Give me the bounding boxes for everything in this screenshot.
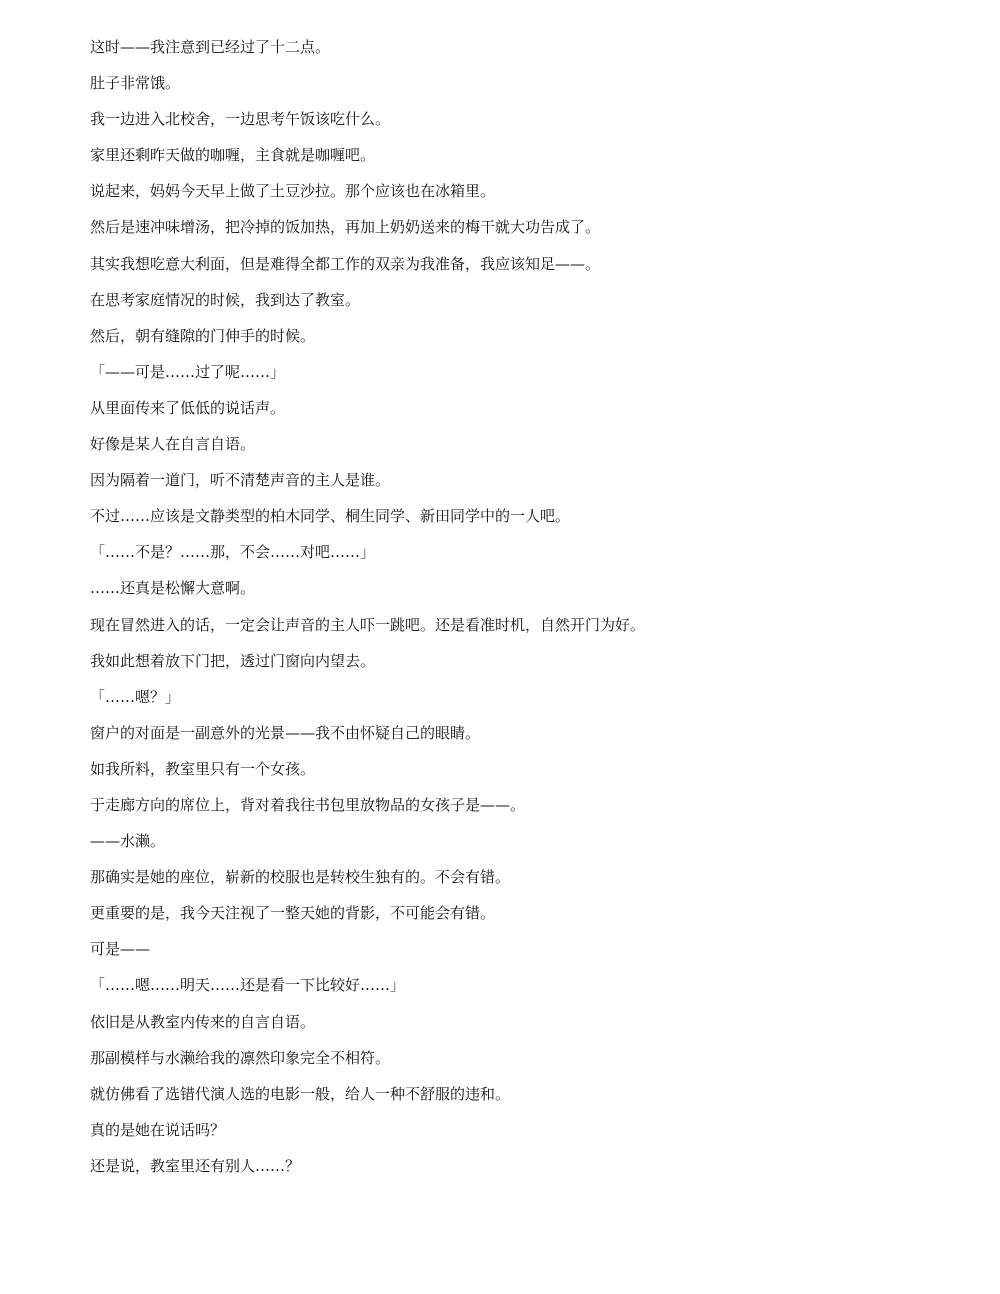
paragraph: 我一边进入北校舍，一边思考午饭该吃什么。 (90, 110, 391, 129)
paragraph: 不过……应该是文静类型的柏木同学、桐生同学、新田同学中的一人吧。 (90, 507, 571, 526)
paragraph: 其实我想吃意大利面，但是难得全都工作的双亲为我准备，我应该知足——。 (90, 254, 601, 273)
paragraph: 现在冒然进入的话，一定会让声音的主人吓一跳吧。还是看准时机，自然开门为好。 (90, 615, 646, 634)
paragraph: ……还真是松懈大意啊。 (90, 579, 256, 598)
dialogue-line: 「……不是？……那，不会……对吧……」 (90, 543, 376, 562)
paragraph: 从里面传来了低低的说话声。 (90, 398, 286, 417)
paragraph: 然后，朝有缝隙的门伸手的时候。 (90, 326, 316, 345)
paragraph-list (90, 35, 950, 1190)
paragraph: 然后是速冲味增汤，把冷掉的饭加热，再加上奶奶送来的梅干就大功告成了。 (90, 218, 601, 237)
paragraph: 那确实是她的座位，崭新的校服也是转校生独有的。不会有错。 (90, 868, 511, 887)
paragraph: 好像是某人在自言自语。 (90, 435, 256, 454)
paragraph: 如我所料，教室里只有一个女孩。 (90, 759, 316, 778)
paragraph: 依旧是从教室内传来的自言自语。 (90, 1012, 316, 1031)
paragraph: 肚子非常饿。 (90, 74, 181, 93)
dialogue-line: 「……嗯……明天……还是看一下比较好……」 (90, 976, 406, 995)
paragraph: ——水濑。 (90, 832, 166, 851)
paragraph: 那副模样与水濑给我的凛然印象完全不相符。 (90, 1048, 391, 1067)
paragraph: 更重要的是，我今天注视了一整天她的背影，不可能会有错。 (90, 904, 496, 923)
paragraph: 就仿佛看了选错代演人选的电影一般，给人一种不舒服的违和。 (90, 1084, 511, 1103)
paragraph: 窗户的对面是一副意外的光景——我不由怀疑自己的眼睛。 (90, 723, 481, 742)
paragraph: 这时——我注意到已经过了十二点。 (90, 38, 331, 56)
paragraph: 说起来，妈妈今天早上做了土豆沙拉。那个应该也在冰箱里。 (90, 182, 496, 201)
paragraph: 还是说，教室里还有别人……？ (90, 1156, 301, 1175)
dialogue-line: 「……嗯？」 (90, 687, 181, 706)
paragraph: 因为隔着一道门，听不清楚声音的主人是谁。 (90, 471, 391, 490)
paragraph: 在思考家庭情况的时候，我到达了教室。 (90, 290, 361, 309)
paragraph: 家里还剩昨天做的咖喱，主食就是咖喱吧。 (90, 146, 376, 165)
paragraph: 可是—— (90, 940, 151, 959)
paragraph: 于走廊方向的席位上，背对着我往书包里放物品的女孩子是——。 (90, 795, 526, 814)
paragraph: 真的是她在说话吗？ (90, 1120, 226, 1139)
paragraph: 我如此想着放下门把，透过门窗向内望去。 (90, 651, 376, 670)
dialogue-line: 「——可是……过了呢……」 (90, 362, 286, 381)
